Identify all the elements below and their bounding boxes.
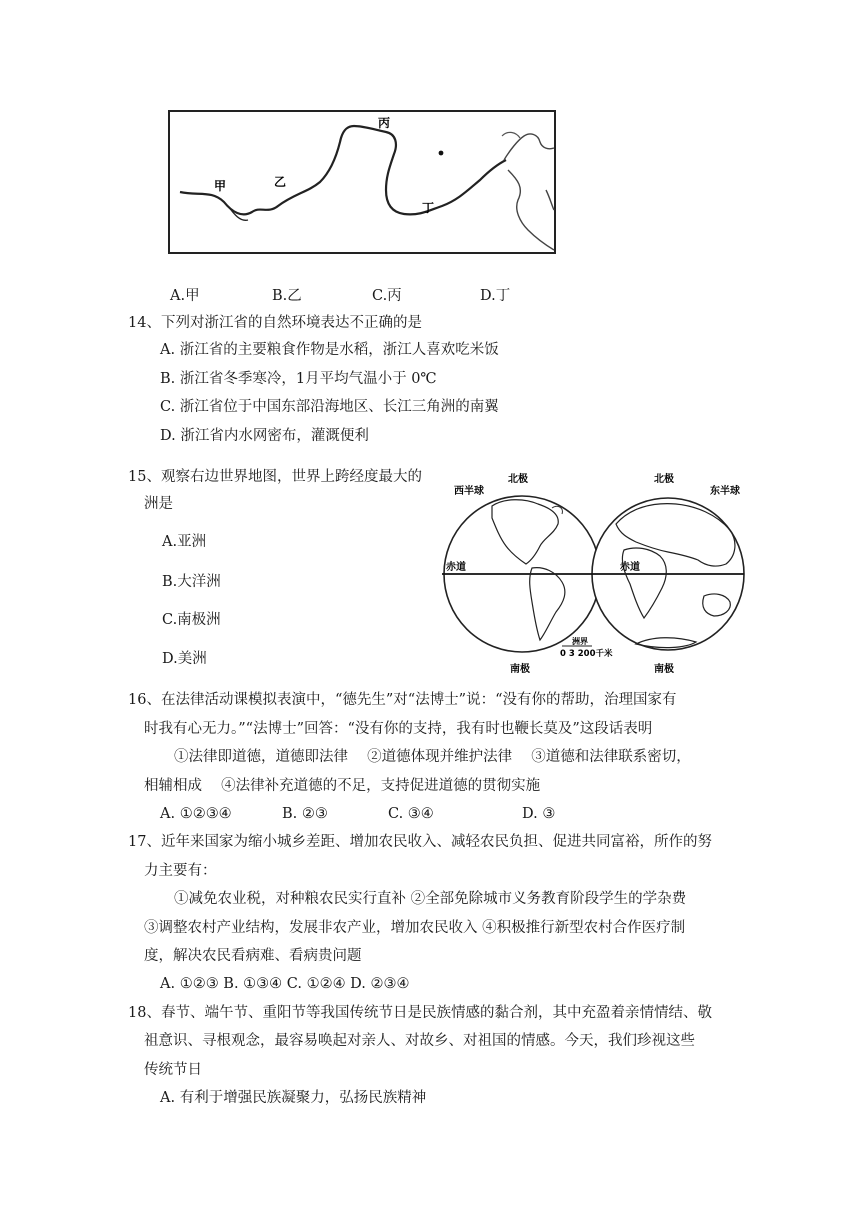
q16-stem-line2: 时我有心无力。”“法博士”回答：“没有你的支持，我有时也鞭长莫及”这段话表明 [144,721,653,737]
q14-option-d: D. 浙江省内水网密布，灌溉便利 [160,428,369,444]
q15-option-d: D.美洲 [162,651,207,667]
label-west-hemisphere: 西半球 [454,486,484,497]
q14-option-c: C. 浙江省位于中国东部沿海地区、长江三角洲的南翼 [160,399,499,415]
q18-stem-line1: 18、春节、端午节、重阳节等我国传统节日是民族情感的黏合剂，其中充盈着亲情情结、敬 [128,1005,712,1021]
label-east-hemisphere: 东半球 [710,486,740,497]
q13-option-a: A.甲 [170,288,200,304]
q14-stem: 14、下列对浙江省的自然环境表达不正确的是 [128,315,422,331]
q15-option-b: B.大洋洲 [162,574,221,590]
label-ding: 丁 [422,201,435,215]
label-yi: 乙 [274,175,287,189]
q17-stem-line1: 17、近年来国家为缩小城乡差距、增加农民收入、减轻农民负担、促进共同富裕，所作的努 [128,834,712,850]
q15-option-a: A.亚洲 [162,534,207,550]
label-south-pole-left: 南极 [510,664,530,674]
q18-stem-line2: 祖意识、寻根观念，最容易唤起对亲人、对故乡、对祖国的情感。今天，我们珍视这些 [144,1033,695,1049]
q14-option-b: B. 浙江省冬季寒冷，1月平均气温小于 0℃ [160,371,437,387]
q16-stem-line1: 16、在法律活动课模拟表演中，“德先生”对“法博士”说：“没有你的帮助，治理国家有 [128,692,677,708]
q15-option-c: C.南极洲 [162,612,221,628]
q17-item-line1: ①减免农业税，对种粮农民实行直补 ②全部免除城市义务教育阶段学生的学杂费 [174,891,687,907]
q17-item-line3: 度，解决农民看病难、看病贵问题 [144,948,362,964]
label-north-pole-left: 北极 [508,474,528,485]
q18-option-a: A. 有利于增强民族凝聚力，弘扬民族精神 [160,1090,427,1106]
river-map [168,110,556,254]
q17-stem-line2: 力主要有： [144,863,217,879]
q16-item-line1: ①法律即道德，道德即法律 ②道德体现并维护法律 ③道德和法律联系密切， [174,749,691,765]
q17-options: A. ①②③ B. ①③④ C. ①②④ D. ②③④ [160,976,410,992]
q16-item-line2: 相辅相成 ④法律补充道德的不足，支持促进道德的贯彻实施 [144,778,541,794]
q13-option-c: C.丙 [372,288,402,304]
label-south-pole-right: 南极 [654,664,674,674]
q13-option-d: D.丁 [480,288,511,304]
q16-option-b: B. ②③ [282,806,328,822]
q16-option-c: C. ③④ [388,806,434,822]
q18-stem-line3: 传统节日 [144,1062,202,1078]
label-equator-left: 赤道 [446,562,466,573]
label-scale-bottom: 0 3 200千米 [560,649,613,659]
label-scale-top: 洲界 [572,637,588,646]
label-bing: 丙 [378,116,391,130]
label-equator-right: 赤道 [620,562,640,573]
label-north-pole-right: 北极 [654,474,674,485]
q15-stem-line2: 洲是 [144,496,173,512]
q13-option-b: B.乙 [272,288,302,304]
q15-stem-line1: 15、观察右边世界地图，世界上跨经度最大的 [128,469,422,485]
q17-item-line2: ③调整农村产业结构，发展非农产业，增加农民收入 ④积极推行新型农村合作医疗制 [144,920,686,936]
q16-option-d: D. ③ [522,806,556,822]
q16-option-a: A. ①②③④ [160,806,232,822]
world-hemispheres-map [440,468,746,674]
label-jia: 甲 [214,179,227,193]
q14-option-a: A. 浙江省的主要粮食作物是水稻，浙江人喜欢吃米饭 [160,342,499,358]
